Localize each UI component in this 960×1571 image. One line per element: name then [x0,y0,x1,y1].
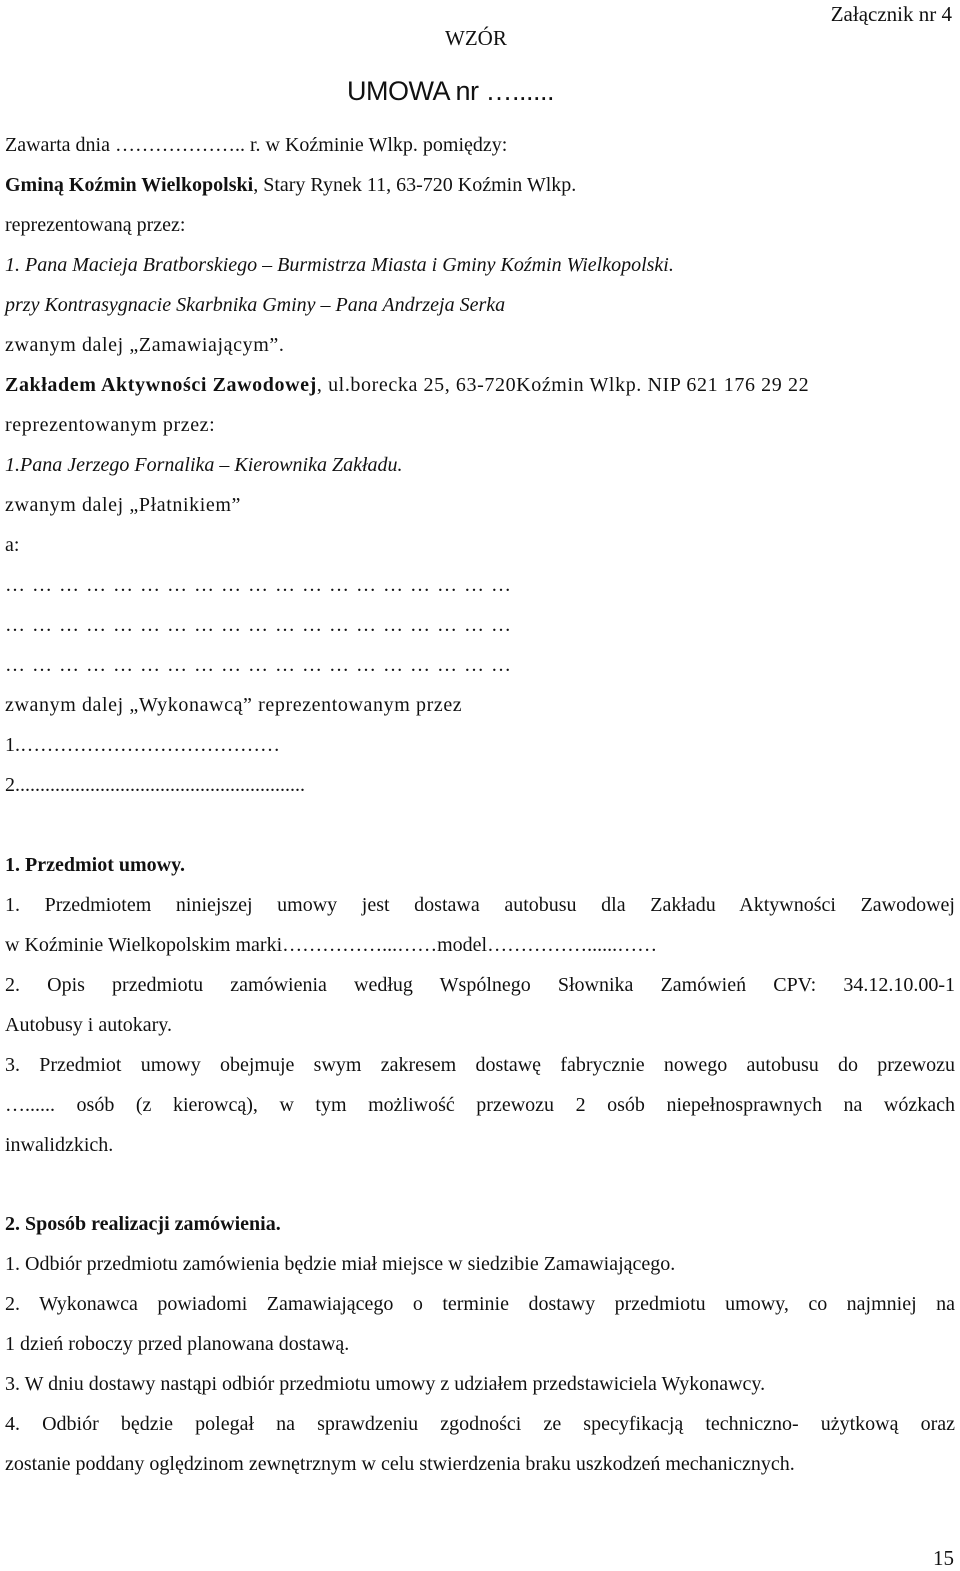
section-1-p3-cont: …...... osób (z kierowcą), w tym możliwość przewozu 2 osób niepełnosprawnych na wózkach [5,1094,955,1116]
municipality-address: , Stary Rynek 11, 63-720 Koźmin Wlkp. [253,174,577,196]
section-2-p4-cont: zostanie poddany oględzinom zewnętrznym w celu stwierdzenia braku uszkodzeń mechanicznych. [5,1453,795,1475]
contractor-rep-1: 1.………………………………… [5,734,280,756]
payer-alias: zwanym dalej „Płatnikiem” [5,494,242,516]
payer-address: , ul.borecka 25, 63-720Koźmin Wlkp. NIP 621 176 29 22 [316,374,810,396]
section-1-p3: 3. Przedmiot umowy obejmuje swym zakresem dostawę fabrycznie nowego autobusu do przewozu [5,1054,955,1076]
municipality-line [5,173,576,197]
contractor-alias: zwanym dalej „Wykonawcą” reprezentowanym przez [5,694,463,716]
section-2-heading: 2. Sposób realizacji zamówienia. [5,1213,281,1235]
annex-label: Załącznik nr 4 [830,2,952,26]
contractor-blank-line: … … … … … … … … … … … … … … … … … … … [5,574,512,596]
section-1-p1-cont: w Koźminie Wielkopolskim marki……………...……model……………......…… [5,934,658,956]
contractor-rep-2: 2.......................................................... [5,774,305,796]
section-2-p4: 4. Odbiór będzie polegał na sprawdzeniu zgodności ze specyfikacją techniczno- użytkową oraz [5,1413,955,1435]
concluded-line: Zawarta dnia ……………….. r. w Koźminie Wlkp. pomiędzy: [5,134,508,156]
payer-represented-by-label: reprezentowanym przez: [5,414,216,436]
template-label: WZÓR [445,26,507,50]
section-2-p2: 2. Wykonawca powiadomi Zamawiającego o terminie dostawy przedmiotu umowy, co najmniej na [5,1293,955,1315]
section-2-p2-cont: 1 dzień roboczy przed planowana dostawą. [5,1333,350,1355]
represented-by-label: reprezentowaną przez: [5,214,186,236]
section-1-heading: 1. Przedmiot umowy. [5,854,185,876]
contract-title: UMOWA nr …...... [347,76,555,106]
section-2-p1: 1. Odbiór przedmiotu zamówienia będzie miał miejsce w siedzibie Zamawiającego. [5,1253,676,1275]
and-label: a: [5,534,20,556]
section-2-p3: 3. W dniu dostawy nastąpi odbiór przedmiotu umowy z udziałem przedstawiciela Wykonawcy. [5,1373,766,1395]
payer-line [5,373,809,397]
ordering-party-alias: zwanym dalej „Zamawiającym”. [5,334,285,356]
contractor-blank-line: … … … … … … … … … … … … … … … … … … … [5,614,512,636]
payer-representative: 1.Pana Jerzego Fornalika – Kierownika Zakładu. [5,454,403,476]
countersignature: przy Kontrasygnacie Skarbnika Gminy – Pana Andrzeja Serka [5,294,506,316]
contractor-blank-line: … … … … … … … … … … … … … … … … … … … [5,654,512,676]
representative-1: 1. Pana Macieja Bratborskiego – Burmistrza Miasta i Gminy Koźmin Wielkopolski. [5,254,674,276]
section-1-p3-end: inwalidzkich. [5,1134,114,1156]
payer-name: Zakładem Aktywności Zawodowej [5,374,317,396]
page-number: 15 [933,1546,954,1570]
municipality-name: Gminą Koźmin Wielkopolski [5,174,254,196]
section-1-p1: 1. Przedmiotem niniejszej umowy jest dostawa autobusu dla Zakładu Aktywności Zawodowej [5,894,955,916]
section-1-p2: 2. Opis przedmiotu zamówienia według Wspólnego Słownika Zamówień CPV: 34.12.10.00-1 [5,974,955,996]
section-1-p2-cont: Autobusy i autokary. [5,1014,173,1036]
